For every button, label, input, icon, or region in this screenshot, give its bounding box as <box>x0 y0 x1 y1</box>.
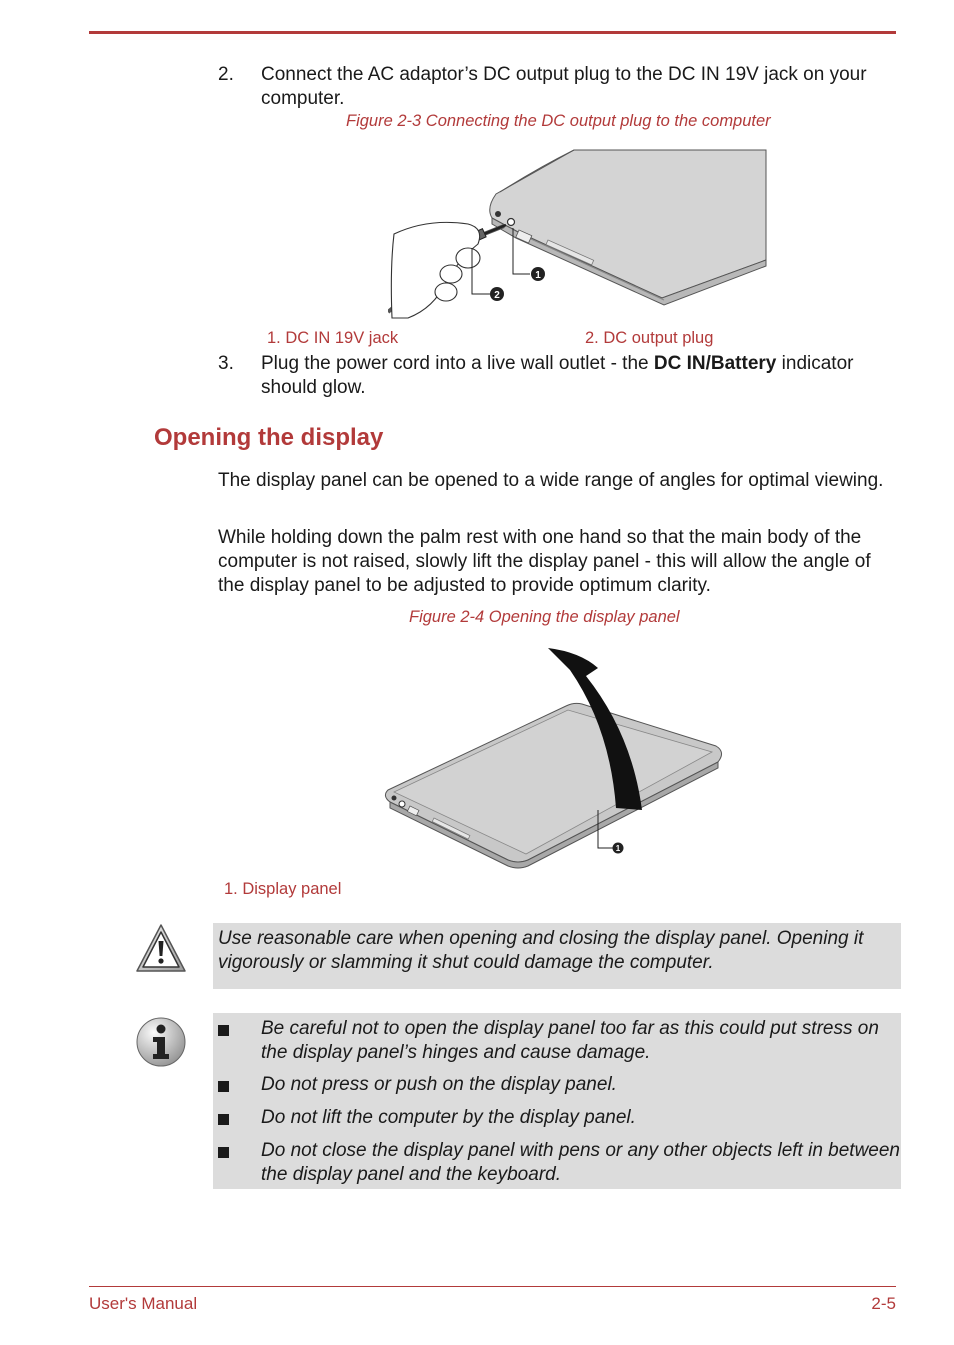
figure-2-4-caption: Figure 2-4 Opening the display panel <box>409 608 680 626</box>
info-list-item <box>213 1106 901 1130</box>
bottom-rule <box>89 1286 896 1287</box>
step-text-part: indicator should glow. <box>261 353 854 398</box>
page-number: 2-5 <box>871 1294 896 1313</box>
step-text-part: Plug the power cord into a live wall outlet - the <box>261 353 654 374</box>
bullet-square-icon <box>218 1147 229 1158</box>
section-heading: Opening the display <box>154 424 384 451</box>
info-item-text: Do not lift the computer by the display panel. <box>261 1107 636 1128</box>
info-box <box>213 1013 901 1189</box>
step-2 <box>218 63 908 113</box>
warning-triangle-icon <box>134 922 188 976</box>
figure-2-3-legend-1: 1. DC IN 19V jack <box>267 329 399 347</box>
callout-2-label: 2 <box>494 290 500 301</box>
caution-text: Use reasonable care when opening and closing the display panel. Opening it vigorously or slamming it shut could damage the computer. <box>218 928 864 973</box>
bullet-square-icon <box>218 1025 229 1036</box>
figure-2-4-illustration <box>380 642 730 870</box>
info-icon <box>135 1016 187 1068</box>
step-text: Connect the AC adaptor’s DC output plug to the DC IN 19V jack on your computer. <box>261 64 867 109</box>
figure-2-3-caption: Figure 2-3 Connecting the DC output plug to the computer <box>346 112 771 130</box>
step-number: 3. <box>218 353 234 374</box>
figure-2-4-legend-1: 1. Display panel <box>224 880 342 898</box>
step-text <box>261 352 901 400</box>
top-rule <box>89 31 896 34</box>
paragraph-1: The display panel can be opened to a wide range of angles for optimal viewing. <box>218 470 884 491</box>
callout-1-label: 1 <box>535 270 541 281</box>
figure-2-3-legend-2: 2. DC output plug <box>585 329 714 347</box>
bullet-square-icon <box>218 1081 229 1092</box>
info-item-text: Do not press or push on the display panel. <box>261 1074 617 1095</box>
info-list-item <box>213 1139 901 1187</box>
info-list-item <box>213 1073 901 1097</box>
caution-box <box>213 923 901 989</box>
footer-title: User's Manual <box>89 1294 198 1313</box>
info-item-text: Be careful not to open the display panel too far as this could put stress on the display panel’s hinges and cause damage. <box>261 1018 879 1063</box>
callout-1-label: 1 <box>615 844 621 853</box>
paragraph-2: While holding down the palm rest with one hand so that the main body of the computer is not raised, slowly lift the display panel - this will allow the angle of the display panel to be adjusted to provide optimum clarity. <box>218 527 871 596</box>
step-number: 2. <box>218 64 234 85</box>
info-list-item <box>213 1017 901 1065</box>
step-3 <box>218 352 908 402</box>
bullet-square-icon <box>218 1114 229 1125</box>
info-item-text: Do not close the display panel with pens or any other objects left in between the display panel and the keyboard. <box>261 1140 900 1185</box>
figure-2-3-illustration <box>388 148 770 320</box>
indicator-name: DC IN/Battery <box>653 353 777 374</box>
